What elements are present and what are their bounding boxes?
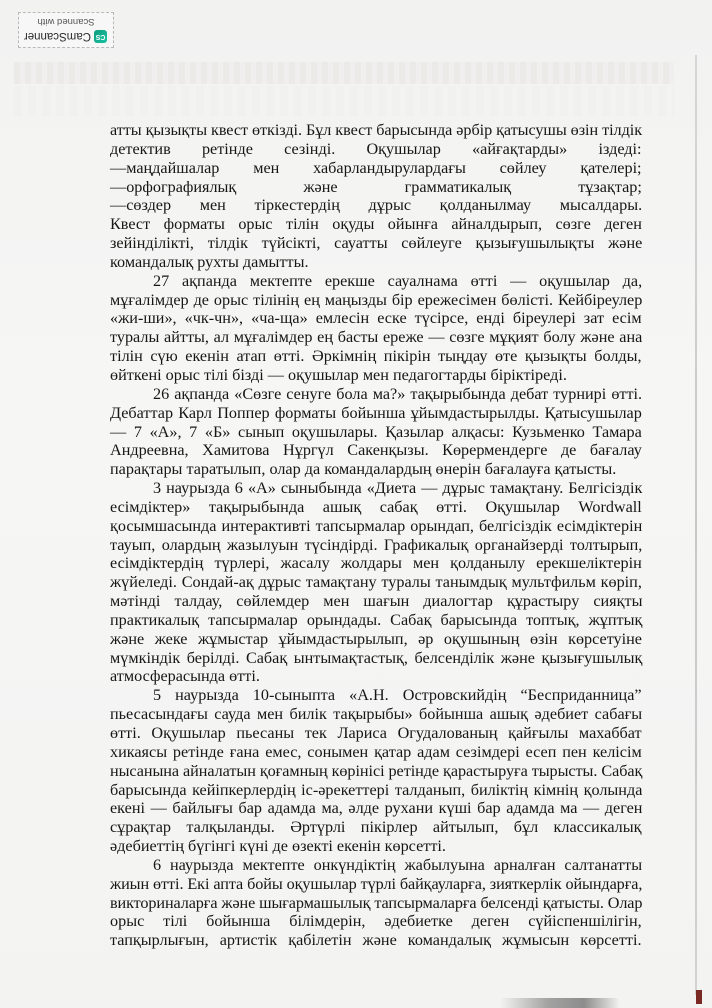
- camscanner-watermark: [18, 12, 114, 48]
- text-line: тілін сүю екенін атап өтті. Әркімнің пікірін тыңдау өте қызықты болды,: [110, 347, 642, 366]
- text-line: викториналарға және шығармашылық тапсырмаларға белсенді қатысты. Олар: [110, 893, 643, 912]
- text-line: жиын өтті. Екі апта бойы оқушылар түрлі байқауларға, зияткерлік ойындарға,: [110, 874, 643, 893]
- text-line: «жи-ши», «чк-чн», «ча-ща» емлесін еске түсірсе, енді біреулері зат есім: [110, 309, 642, 328]
- text-line: —маңдайшалар мен хабарландырулардағы сөйлеу қателері;: [110, 158, 642, 177]
- text-line: детектив ретінде сезінді. Оқушылар «айғақтарды» іздеді:: [110, 139, 642, 158]
- text-line: жүйеледі. Сондай-ақ дұрыс тамақтану туралы танымдық мультфильм көріп,: [110, 573, 642, 592]
- text-line: —сөздер мен тіркестердің дұрыс қолданылмау мысалдары.: [110, 196, 643, 215]
- text-line: — 7 «А», 7 «Б» сынып оқушылары. Қазылар алқасы: Кузьменко Тамара: [110, 422, 642, 441]
- paragraph-debate: [110, 385, 642, 479]
- text-line: зейінділікті, тілдік түйсікті, сауатты сөйлеуге қызығушылықты және: [110, 234, 643, 253]
- text-line: Квест форматы орыс тілін оқуды ойынға айналдырып, сөзге деген: [110, 215, 642, 234]
- text-line: мәтінді талдау, сөйлемдер мен шағын диалогтар құрастыру сияқты: [110, 592, 643, 611]
- text-line: әдебиеттің бүгінгі күні де өзекті екенін көрсетті.: [110, 837, 446, 856]
- text-line: сұрақтар талқыланды. Әртүрлі пікірлер айтылып, бұл классикалық: [110, 818, 642, 837]
- page-corner-mark: [696, 990, 702, 1004]
- text-line: Дебаттар Карл Поппер форматы бойынша ұйымдастырылды. Қатысушылар: [110, 403, 642, 422]
- page-edge-line: [695, 55, 697, 995]
- paragraph-diet-lesson: [110, 479, 642, 686]
- text-line: Андреевна, Хамитова Нұргүл Сакенқызы. Көрермендерге де бағалау: [110, 441, 642, 460]
- camscanner-subtitle: Scanned with: [37, 16, 95, 27]
- text-line: пьесасындағы сауда мен билік тақырыбы» бойынша ашық әдебиет сабағы: [110, 705, 643, 724]
- text-line: тапқырлығын, артистік қабілетін және командалық жұмысын көрсетті.: [110, 931, 642, 950]
- text-line: барысында кейіпкерлердің іс-әрекеттері талданып, биліктің кімнің қолында: [110, 780, 643, 799]
- text-line: практикалық тапсырмалар орындады. Сабақ барысында топтық, жұптық: [110, 610, 643, 629]
- text-line: өйткені орыс тілі бізді — оқушылар мен педагогтарды біріктіреді.: [110, 365, 567, 384]
- text-line: 27 ақпанда мектепте ерекше сауалнама өтті — оқушылар да,: [153, 271, 643, 290]
- paragraph-quest: [110, 121, 642, 272]
- text-line: 5 наурызда 10-сыныпта «А.Н. Островскийдің “Бесприданница”: [153, 686, 642, 705]
- text-line: қосымшасында интерактивті тапсырмалар орындап, белгісіздік есімдіктерін: [110, 516, 643, 535]
- paragraph-closing-ceremony: [110, 856, 642, 950]
- text-line: 3 наурызда 6 «А» сыныбында «Диета — дұрыс тамақтану. Белгісіздік: [153, 479, 643, 498]
- text-line: екені — байлығы бар адамда ма, әлде рухани күші бар адамда ма — деген: [110, 799, 643, 818]
- text-line: есімдіктер» тақырыбында ашық сабақ өтті. Оқушылар Wordwall: [110, 497, 642, 516]
- text-line: атты қызықты квест өткізді. Бұл квест барысында әрбір қатысушы өзін тілдік: [110, 121, 643, 139]
- paragraph-survey: [110, 272, 642, 385]
- text-line: орыс тілі бойынша білімдерін, әдебиетке деген сүйіспеншілігін,: [110, 912, 642, 931]
- text-line: өтті. Оқушылар пьесаны тек Лариса Огудалованың қайғылы махаббат: [110, 724, 642, 742]
- bleed-through-text-band: [14, 86, 674, 116]
- text-line: атмосферасында өтті.: [110, 667, 260, 686]
- bleed-through-text-band: [14, 62, 674, 84]
- camscanner-brand: CamScanner: [23, 30, 91, 43]
- text-line: —орфографиялық және грамматикалық тұзақтар;: [110, 177, 642, 196]
- text-line: нысанына айналатын қоғамның көрінісі ретінде қарастыруға тырысты. Сабақ: [110, 761, 643, 780]
- text-line: командалық рухты дамытты.: [110, 252, 309, 271]
- text-line: хикаясы ретінде ғана емес, сонымен қатар адам сезімдері есеп пен келісім: [110, 742, 642, 761]
- text-line: 6 наурызда мектепте онкүндіктің жабылуына арналған салтанатты: [153, 855, 643, 874]
- text-line: парақтары таратылып, олар да командалардың өнерін бағалауға қатысты.: [110, 460, 617, 479]
- text-line: 26 ақпанда «Сөзге сенуге бола ма?» тақырыбында дебат турнирі өтті.: [153, 384, 643, 403]
- text-line: мүмкіндік берілді. Сабақ ынтымақтастық, белсенділік және қызығушылық: [110, 648, 643, 667]
- text-line: тауып, олардың жазылуын түсіндірді. Графикалық органайзерді толтырып,: [110, 535, 643, 554]
- text-line: және жеке жұмыстар ұйымдастырылып, әр оқушының өзін көрсетуіне: [110, 629, 642, 648]
- text-line: есімдіктердің түрлері, жасалу жолдары мен қолданылу ерекшеліктерін: [110, 554, 642, 573]
- text-line: мұғалімдер де орыс тілінің ең маңызды бір ережесімен бөлісті. Кейбіреулер: [110, 290, 643, 309]
- document-body: [110, 121, 642, 950]
- scan-shadow: [500, 998, 620, 1008]
- text-line: туралы айтты, ал мұғалімдер ең басты ереже — сөзге мұқият болу және ана: [110, 328, 643, 347]
- camscanner-logo-icon: CS: [94, 30, 107, 43]
- paragraph-literature-lesson: [110, 686, 642, 856]
